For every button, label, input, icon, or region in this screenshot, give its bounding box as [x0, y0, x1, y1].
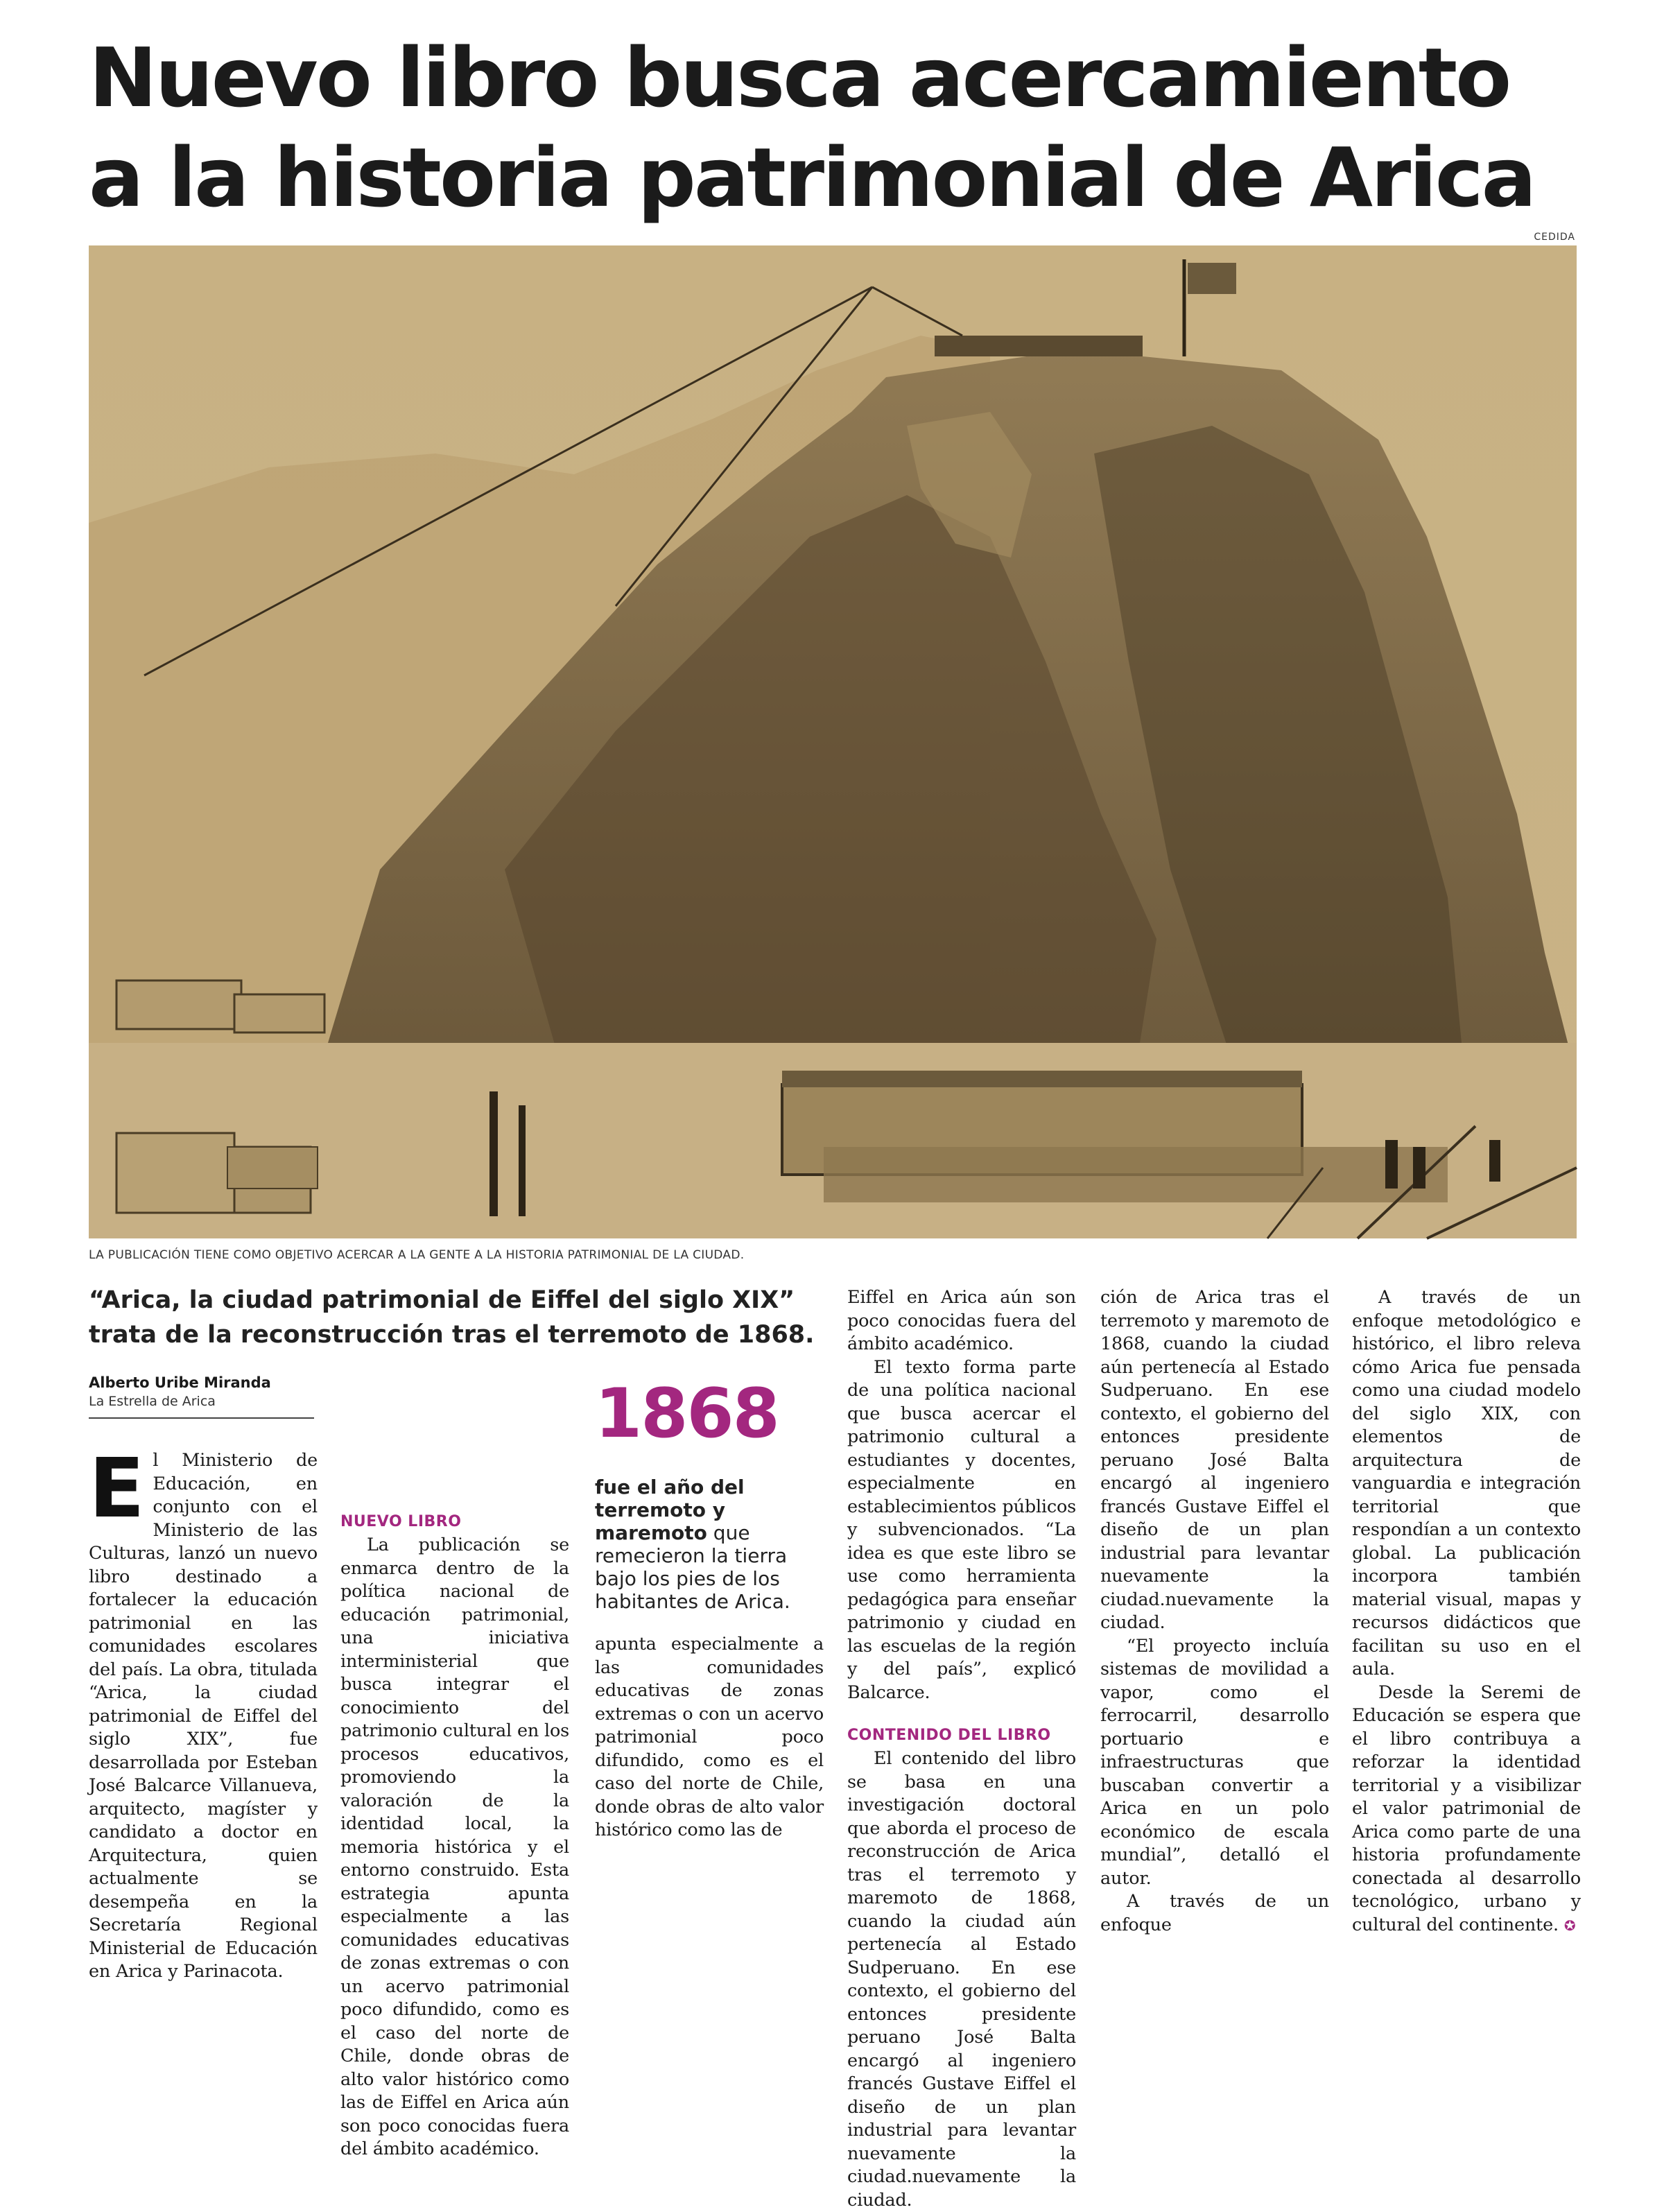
factbox-text — [595, 1476, 817, 1613]
paragraph-6-start: A través de un enfoque — [1100, 1891, 1329, 1935]
paragraph-1-continued — [340, 1057, 569, 1380]
dropcap: E — [89, 1440, 145, 1536]
article-deck: “Arica, la ciudad patrimonial de Eiffel del siglo XIX” trata de la reconstrucción tras el terremoto de 1868. — [89, 1286, 815, 1349]
column-1 — [89, 1440, 318, 1982]
column-3 — [595, 1633, 824, 1860]
factbox-rest: que remecieron la tierra bajo los pies de los habitantes de Arica. — [595, 1521, 790, 1613]
column-5 — [1100, 1286, 1329, 1935]
paragraph-1: El Ministerio de Educación, en conjunto con el Ministerio de las Culturas, lanzó un nuevo libro destinado a fortalecer la educación patrimonial en las comunidades escolares del país. La obra, titulada “Arica, la ciudad patrimonial de Eiffel del siglo XIX”, fue desarrollada por Esteban José Balcarce Villanueva, arquitecto, magíster y candidato a doctor en Arquitectura, quien actualmente se desempeña en la Secretaría Regional Ministerial de Educación en Arica y Parinacota. — [89, 1440, 318, 1982]
photo-caption: LA PUBLICACIÓN TIENE COMO OBJETIVO ACERCAR A LA GENTE A LA HISTORIA PATRIMONIAL DE LA CIUDAD. — [89, 1248, 745, 1262]
column-4 — [847, 1286, 1076, 2211]
historic-photo — [89, 245, 1577, 1238]
paragraph-3: El texto forma parte de una política nacional que busca acercar el patrimonio cultural a estudiantes y docentes, especialmente en establecimientos públicos y subvencionados. “La idea es que este libro se use como herramienta pedagógica para enseñar patrimonio y ciudad en las escuelas de la región y del país”, explicó Balcarce. — [847, 1356, 1076, 1703]
paragraph-2-end: Eiffel en Arica aún son poco conocidas fuera del ámbito académico. — [847, 1287, 1076, 1354]
author-outlet: La Estrella de Arica — [89, 1394, 216, 1409]
paragraph-4: El contenido del libro se basa en una investigación doctoral que aborda el proceso de reconstrucción de Arica tras el terremoto y maremoto de 1868, cuando la ciudad aún pertenecía al Estado Sudperuano. En ese contexto, el gobierno del entonces presidente peruano José Balta encargó al ingeniero francés Gustave Eiffel el diseño de un plan industrial para levantar nuevamente la ciudad.nuevamente la ciudad. — [847, 1748, 1076, 2211]
subhead-contenido: CONTENIDO DEL LIBRO — [847, 1727, 1051, 1744]
headline: Nuevo libro busca acercamiento a la historia patrimonial de Arica — [89, 30, 1535, 225]
byline — [89, 1373, 314, 1419]
column-2-body — [340, 1510, 569, 2159]
photo-credit: CEDIDA — [1534, 232, 1575, 243]
end-mark-icon: ✪ — [1563, 1917, 1576, 1934]
paragraph-5: “El proyecto incluía sistemas de movilidad a vapor, como el ferrocarril, desarrollo portuario e infraestructuras que buscaban convertir a Arica en un polo económico de escala mundial”, detalló el autor. — [1100, 1635, 1329, 1889]
paragraph-2-tail: apunta especialmente a las comunidades educativas de zonas extremas o con un acervo patrimonial poco difundido, como es el caso del norte de Chile, donde obras de alto valor histórico como las de — [595, 1634, 824, 1840]
morro-de-arica-illustration — [89, 245, 1577, 1238]
paragraph-2: La publicación se enmarca dentro de la política nacional de educación patrimonial, una iniciativa interministerial que busca integrar el conocimiento del patrimonio cultural en los procesos educativos, promoviendo la valoración de la identidad local, la memoria histórica y el entorno construido. Esta estrategia apunta especialmente a las comunidades educativas de zonas extremas o con un acervo patrimonial poco difundido, como es el caso del norte de Chile, donde obras de alto valor histórico como las de Eiffel en Arica aún son poco conocidas fuera del ámbito académico. — [340, 1535, 569, 2159]
paragraph-6: A través de un enfoque metodológico e histórico, el libro releva cómo Arica fue pensada como una ciudad modelo del siglo XIX, con elementos de arquitectura de vanguardia e integración territorial que respondían a un contexto global. La publicación incorpora también material visual, mapas y recursos didácticos que facilitan su uso en el aula. — [1352, 1287, 1581, 1679]
factbox-highlight: fue el año del terremoto y maremoto — [595, 1476, 745, 1544]
subhead-nuevo-libro: NUEVO LIBRO — [340, 1513, 462, 1530]
factbox-year: 1868 — [595, 1374, 779, 1453]
author-name: Alberto Uribe Miranda — [89, 1374, 271, 1391]
paragraph-4-cont: ción de Arica tras el terremoto y maremoto de 1868, cuando la ciudad aún pertenecía al Estado Sudperuano. En ese contexto, el gobierno del entonces presidente peruano José Balta encargó al ingeniero francés Gustave Eiffel el diseño de un plan industrial para levantar nuevamente la ciudad.nuevamente la ciudad. — [1100, 1287, 1329, 1633]
paragraph-7: Desde la Seremi de Educación se espera que el libro contribuya a reforzar la identidad territorial y a visibilizar el valor patrimonial de Arica como parte de una historia profundamente conectada al desarrollo tecnológico, urbano y cultural del continente. ✪ — [1352, 1682, 1581, 1935]
column-6 — [1352, 1286, 1581, 1935]
